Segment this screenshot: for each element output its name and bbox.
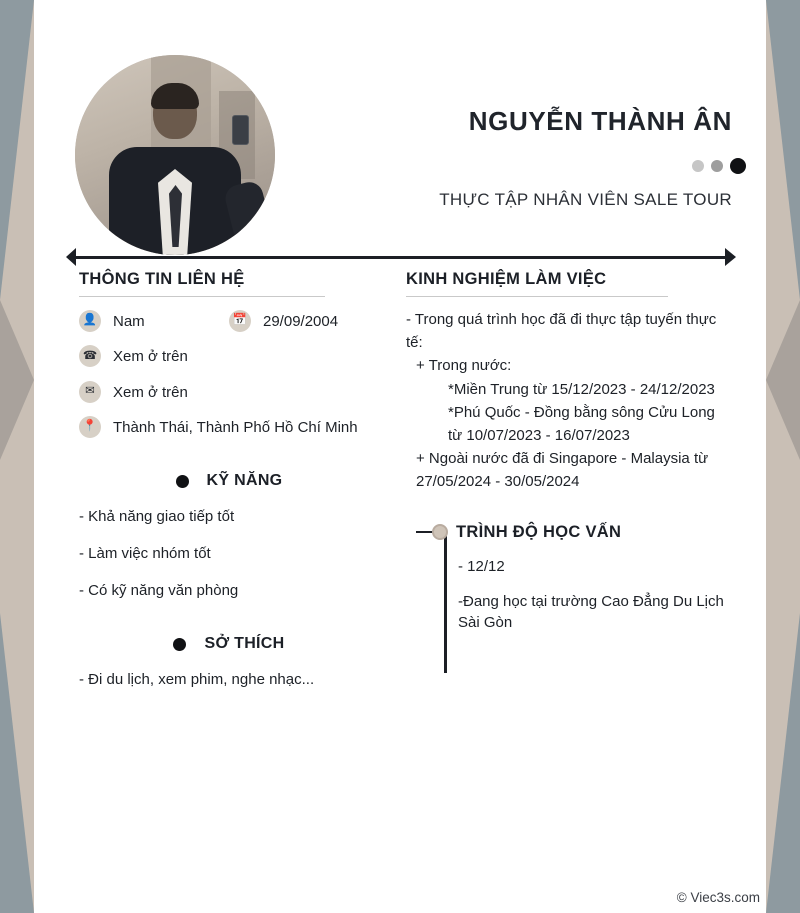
skills-header — [79, 472, 379, 490]
education-title: TRÌNH ĐỘ HỌC VẤN — [456, 523, 622, 541]
education-timeline — [444, 531, 447, 673]
experience-line: *Miền Trung từ 15/12/2023 - 24/12/2023 — [448, 380, 715, 398]
contact-row-gender-birthday — [79, 310, 379, 332]
contact-row-email — [79, 381, 379, 403]
background-wedge-bottom-left — [0, 613, 34, 913]
background-arrow-left — [0, 300, 34, 460]
education-node-icon — [432, 524, 448, 540]
column-left — [79, 270, 379, 690]
education-section — [406, 523, 726, 673]
dot-light-icon — [692, 160, 704, 172]
contact-address: Thành Thái, Thành Phố Hồ Chí Minh — [113, 418, 358, 436]
dot-medium-icon — [711, 160, 723, 172]
contact-phone: Xem ở trên — [113, 348, 188, 366]
location-icon: 📍 — [79, 416, 101, 438]
background-wedge-bottom-right — [766, 613, 800, 913]
skills-section — [79, 472, 379, 601]
photo-phone — [232, 115, 249, 145]
contact-birthday: 29/09/2004 — [263, 313, 339, 330]
hobbies-header — [79, 635, 379, 653]
experience-line: + Ngoài nước đã đi Singapore - Malaysia từ 27/05/2024 - 30/05/2024 — [416, 450, 709, 490]
footer-credit: © Viec3s.com — [676, 890, 760, 905]
page-title: NGUYỄN THÀNH ÂN — [468, 106, 732, 136]
contact-list — [79, 310, 379, 438]
cv-header — [34, 26, 766, 258]
calendar-icon: 📅 — [229, 310, 251, 332]
hobby-item: - Đi du lịch, xem phim, nghe nhạc... — [79, 671, 315, 688]
phone-icon: ☎ — [79, 345, 101, 367]
hobbies-title: SỞ THÍCH — [204, 635, 285, 652]
header-divider — [75, 256, 725, 259]
job-title: THỰC TẬP NHÂN VIÊN SALE TOUR — [439, 190, 732, 209]
person-icon: 👤 — [79, 310, 101, 332]
column-right — [406, 270, 726, 673]
profile-photo — [75, 55, 275, 255]
experience-line: + Trong nước: — [416, 357, 512, 374]
experience-line: *Phú Quốc - Đồng bằng sông Cửu Long từ 10/07/2023 - 16/07/2023 — [448, 404, 715, 444]
skill-item: - Làm việc nhóm tốt — [79, 545, 211, 562]
education-line: - 12/12 — [458, 558, 505, 575]
experience-title-rule — [406, 296, 668, 297]
bullet-dot-icon — [176, 475, 189, 488]
skills-title: KỸ NĂNG — [206, 472, 283, 489]
experience-title: KINH NGHIỆM LÀM VIỆC — [406, 270, 607, 288]
contact-title: THÔNG TIN LIÊN HỆ — [79, 270, 245, 288]
experience-list — [406, 309, 726, 493]
contact-row-address — [79, 416, 379, 438]
experience-line: - Trong quá trình học đã đi thực tập tuyến thực tế: — [406, 311, 717, 351]
hobbies-section — [79, 635, 379, 690]
contact-section — [79, 270, 379, 438]
avatar — [75, 55, 275, 255]
skill-item: - Có kỹ năng văn phòng — [79, 582, 239, 599]
background-wedge-top-right — [766, 0, 800, 300]
decorative-dots — [692, 158, 746, 174]
cv-card — [34, 26, 766, 890]
contact-email: Xem ở trên — [113, 383, 188, 401]
background-wedge-top-left — [0, 0, 34, 300]
experience-section — [406, 270, 726, 493]
contact-row-phone — [79, 345, 379, 367]
contact-gender: Nam — [113, 313, 145, 330]
skill-item: - Khả năng giao tiếp tốt — [79, 508, 235, 525]
email-icon: ✉ — [79, 381, 101, 403]
bullet-dot-icon — [173, 638, 186, 651]
education-line: -Đang học tại trường Cao Đẳng Du Lịch Sài Gòn — [458, 593, 724, 631]
contact-title-rule — [79, 296, 325, 297]
background-arrow-right — [766, 300, 800, 460]
dot-dark-icon — [730, 158, 746, 174]
